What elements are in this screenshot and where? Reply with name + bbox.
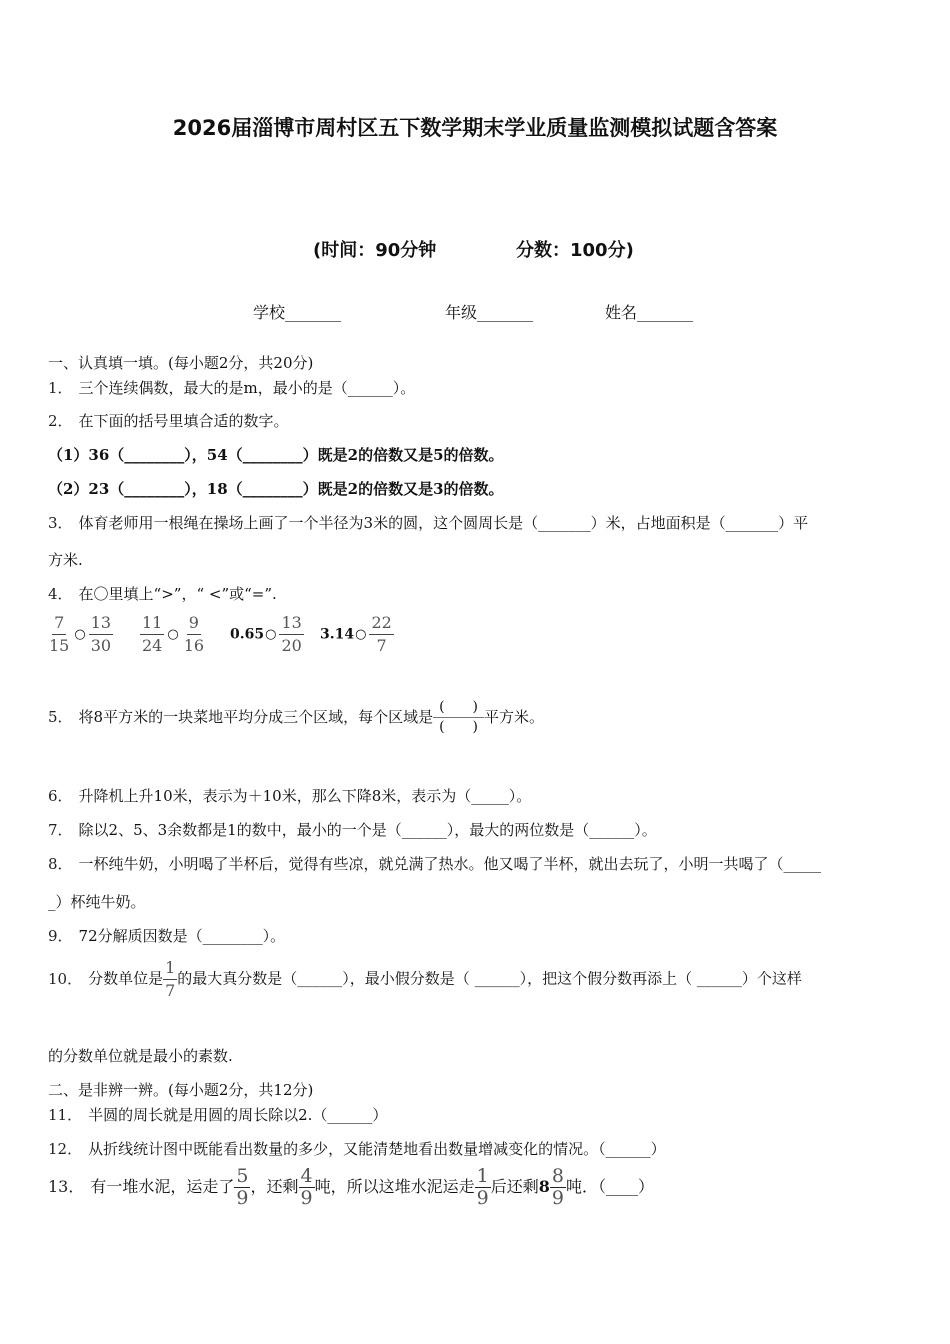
question-5 [48, 700, 544, 736]
question-number: 3． [48, 514, 73, 532]
fraction: $\frac{13}{20}$ [281, 613, 302, 655]
compare-circle[interactable]: ○ [265, 627, 277, 642]
section-2-heading: 二、是非辨一辨。(每小题2分，共12分) [48, 1081, 314, 1099]
question-text: 三个连续偶数，最大的是m，最小的是（______）。 [78, 379, 416, 397]
question-3 [48, 512, 808, 533]
fraction: $\frac{7}{15}$ [49, 613, 70, 655]
question-text: 半圆的周长就是用圆的周长除以2.（______） [88, 1106, 388, 1124]
question-text: 从折线统计图中既能看出数量的多少，又能清楚地看出数量增减变化的情况。（______） [88, 1140, 666, 1158]
fraction: $\frac{5}{9}$ [236, 1165, 249, 1209]
page-title: 2026届淄博市周村区五下数学期末学业质量监测模拟试题含答案 [172, 116, 778, 140]
question-number: 6． [48, 787, 73, 805]
question-11 [48, 1104, 387, 1125]
question-text: 将8平方米的一块菜地平均分成三个区域，每个区域是 [78, 707, 434, 726]
question-number: 7． [48, 821, 73, 839]
compare-circle[interactable]: ○ [74, 627, 86, 642]
question-number: 5． [48, 707, 73, 726]
blank-fraction[interactable]: $\frac{( )}{( )}$ [433, 700, 484, 736]
comparison-3 [230, 615, 304, 654]
name-field[interactable]: 姓名_______ [605, 303, 694, 322]
question-text: 后还剩 [490, 1177, 539, 1196]
comparison-1 [47, 615, 113, 654]
question-8 [48, 853, 821, 874]
question-number: 8． [48, 855, 73, 873]
comparison-2 [140, 615, 206, 654]
question-1 [48, 377, 415, 398]
fraction: $\frac{4}{9}$ [300, 1165, 313, 1209]
question-text: 在〇里填上“>”，“ <”或“=”. [78, 585, 277, 603]
question-text: 一杯纯牛奶，小明喝了半杯后，觉得有些凉，就兑满了热水。他又喝了半杯，就出去玩了，小明一共喝了（_____ [78, 855, 822, 873]
fraction: $\frac{1}{9}$ [476, 1165, 489, 1209]
comparison-4 [320, 615, 394, 654]
question-number: 4． [48, 585, 73, 603]
question-2-part-1: （1）36（________），54（________）既是2的倍数又是5的倍数。 [48, 446, 504, 464]
question-text: ，还剩 [250, 1177, 299, 1196]
fraction: $\frac{8}{9}$ [551, 1165, 564, 1209]
question-13 [48, 1167, 654, 1208]
question-number: 12． [48, 1140, 83, 1158]
question-text: 吨，所以这堆水泥运走 [314, 1177, 475, 1196]
question-text: 体育老师用一根绳在操场上画了一个半径为3米的圆，这个圆周长是（_______）米，占地面积是（_______）平 [78, 514, 809, 532]
unit-fraction: $\frac{1}{7}$ [165, 958, 176, 1000]
fraction: $\frac{11}{24}$ [142, 613, 163, 655]
question-text: 升降机上升10米，表示为＋10米，那么下降8米，表示为（_____）。 [78, 787, 532, 805]
time-label: (时间：90分钟 [313, 240, 437, 261]
question-7 [48, 819, 657, 840]
question-text: 在下面的括号里填合适的数字。 [78, 412, 289, 430]
decimal-value: 3.14 [320, 626, 355, 643]
question-text: 分数单位是 [88, 969, 164, 988]
question-2-part-2: （2）23（________），18（________）既是2的倍数又是3的倍数。 [48, 480, 504, 498]
compare-circle[interactable]: ○ [355, 627, 367, 642]
decimal-value: 0.65 [230, 626, 265, 643]
question-9 [48, 925, 285, 946]
mixed-number-whole: 8 [538, 1177, 550, 1196]
question-text-end: 平方米。 [484, 707, 545, 726]
question-number: 2． [48, 412, 73, 430]
question-number: 10． [48, 969, 83, 988]
question-number: 1． [48, 379, 73, 397]
question-4 [48, 583, 277, 604]
question-text: 除以2、5、3余数都是1的数中，最小的一个是（______），最大的两位数是（______）。 [78, 821, 657, 839]
section-1-heading: 一、认真填一填。(每小题2分，共20分) [48, 354, 314, 372]
question-text-end: 的最大真分数是（______），最小假分数是（ ______），把这个假分数再添上（ ______）个这样 [177, 969, 802, 988]
question-3-continued: 方米. [48, 551, 83, 569]
score-label: 分数：100分) [516, 240, 634, 261]
compare-circle[interactable]: ○ [167, 627, 179, 642]
question-6 [48, 785, 531, 806]
question-2 [48, 410, 289, 431]
fraction: $\frac{13}{30}$ [90, 613, 112, 655]
fraction: $\frac{9}{16}$ [183, 613, 205, 655]
question-12 [48, 1138, 666, 1159]
question-number: 11． [48, 1106, 83, 1124]
question-10-continued: 的分数单位就是最小的素数. [48, 1047, 233, 1065]
question-text-end: 吨．（____） [565, 1177, 654, 1196]
question-text: 有一堆水泥，运走了 [90, 1177, 235, 1196]
question-text: 72分解质因数是（________）。 [78, 927, 286, 945]
question-number: 9． [48, 927, 73, 945]
school-field[interactable]: 学校_______ [253, 303, 342, 322]
question-10 [48, 960, 802, 999]
question-number: 13． [48, 1177, 85, 1196]
question-8-continued: _）杯纯牛奶。 [48, 893, 146, 911]
grade-field[interactable]: 年级_______ [445, 303, 534, 322]
fraction: $\frac{22}{7}$ [371, 613, 392, 655]
